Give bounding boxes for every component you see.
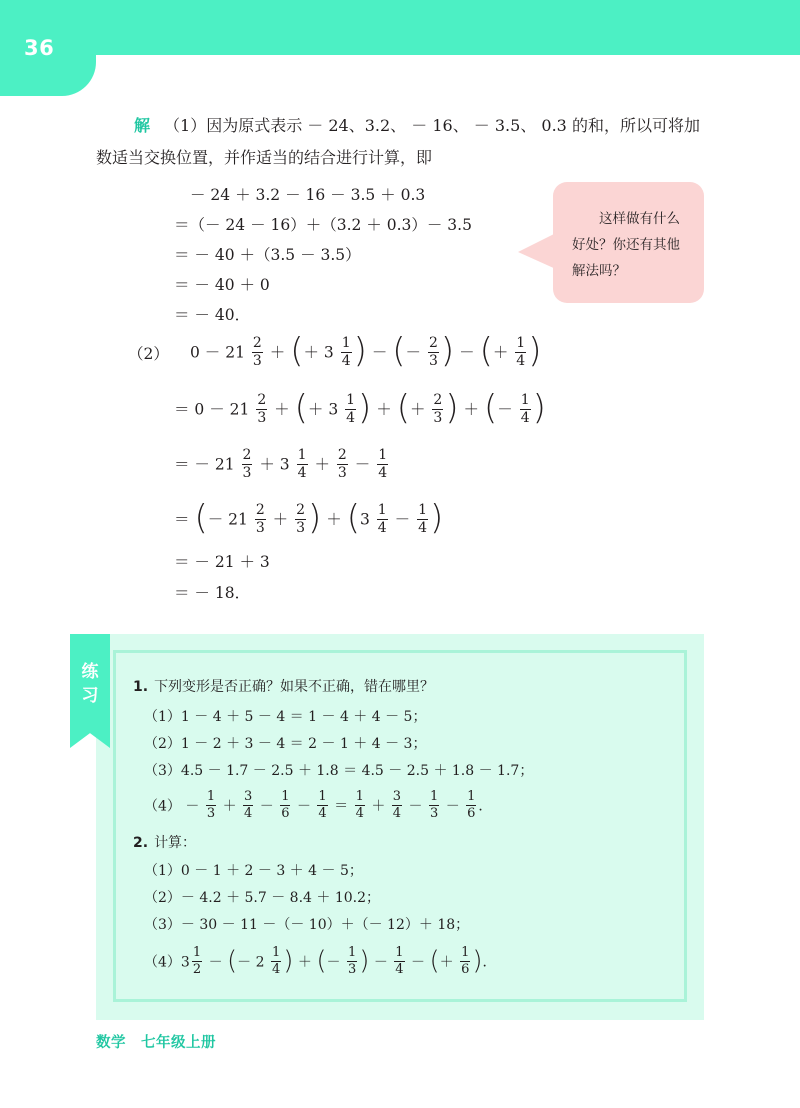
part2-row3: ＝ － 21 $\frac{2}{3}$ ＋ 3 $\frac{1}{4}$ ＋ $\frac{2}{3}$ － $\frac{1}{4}$ xyxy=(174,447,388,481)
speech-bubble-tail xyxy=(518,232,558,270)
q1-title: 1. 下列变形是否正确？如果不正确，错在哪里？ xyxy=(133,679,435,695)
q2-item4: （4）3 $\frac{1}{2}$ － (－ 2 $\frac{1}{4}$ ) ＋ (－ $\frac{1}{3}$ ) － $\frac{1}{4}$ － (＋ $\frac{1}{6}$ )． xyxy=(144,945,497,977)
step-5: ＝ － 40． xyxy=(174,306,251,324)
part2-label: （2） xyxy=(128,345,169,363)
part2-row6: ＝ － 18． xyxy=(174,584,251,602)
header-band xyxy=(0,0,800,55)
step-3: ＝ － 40 ＋（3.5 － 3.5） xyxy=(174,246,361,264)
q1-item3: （3）4.5 － 1.7 － 2.5 ＋ 1.8 ＝ 4.5 － 2.5 ＋ 1.8 － 1.7； xyxy=(144,763,534,779)
part2-row5: ＝ － 21 ＋ 3 xyxy=(174,553,270,571)
solution-intro-line1: 解 （1）因为原式表示 － 24、3.2、 － 16、 － 3.5、 0.3 的和，所以可将加 xyxy=(134,116,700,135)
step-4: ＝ － 40 ＋ 0 xyxy=(174,276,270,294)
part2-row4: ＝ (－ 21 $\frac{2}{3}$ ＋ $\frac{2}{3}$ ) ＋ (3 $\frac{1}{4}$ － $\frac{1}{4}$ ) xyxy=(174,497,444,538)
part2-row1: 0 － 21 $\frac{2}{3}$ ＋ (＋ 3 $\frac{1}{4}$ ) － (－ $\frac{2}{3}$ ) － (＋ $\frac{1}{4}$ ) xyxy=(190,330,542,371)
step-1: － 24 ＋ 3.2 － 16 － 3.5 ＋ 0.3 xyxy=(190,186,426,204)
q1-item2: （2）1 － 2 ＋ 3 － 4 ＝ 2 － 1 ＋ 4 － 3； xyxy=(144,736,427,752)
footer-book-title: 数学 七年级上册 xyxy=(96,1035,216,1051)
exercise-ribbon-label: 练 习 xyxy=(81,662,99,706)
q2-item1: （1）0 － 1 ＋ 2 － 3 ＋ 4 － 5； xyxy=(144,863,363,879)
speech-bubble-text: 这样做有什么 好处？你还有其他 解法吗？ xyxy=(572,211,680,279)
solution-label: 解 xyxy=(134,116,151,135)
q1-item4: （4） － $\frac{1}{3}$ ＋ $\frac{3}{4}$ － $\frac{1}{6}$ － $\frac{1}{4}$ ＝ $\frac{1}{4}$ ＋ $\frac{3}{4}$ － $\frac{1}{3}$ － $\frac{1}{6}$ ． xyxy=(144,789,493,821)
q2-title: 2. 计算： xyxy=(133,835,197,851)
solution-intro-line2: 数适当交换位置，并作适当的结合进行计算，即 xyxy=(96,148,433,167)
q2-item3: （3）－ 30 － 11 －（－ 10）＋（－ 12）＋ 18； xyxy=(144,917,470,933)
q1-item1: （1）1 － 4 ＋ 5 － 4 ＝ 1 － 4 ＋ 4 － 5； xyxy=(144,709,427,725)
part2-row2: ＝ 0 － 21 $\frac{2}{3}$ ＋ (＋ 3 $\frac{1}{4}$ ) ＋ (＋ $\frac{2}{3}$ ) ＋ (－ $\frac{1}{4}$ ) xyxy=(174,387,546,428)
q2-item2: （2）－ 4.2 ＋ 5.7 － 8.4 ＋ 10.2； xyxy=(144,890,381,906)
step-2: ＝（－ 24 － 16）＋（3.2 ＋ 0.3）－ 3.5 xyxy=(174,216,472,234)
page-number: 36 xyxy=(24,36,55,60)
